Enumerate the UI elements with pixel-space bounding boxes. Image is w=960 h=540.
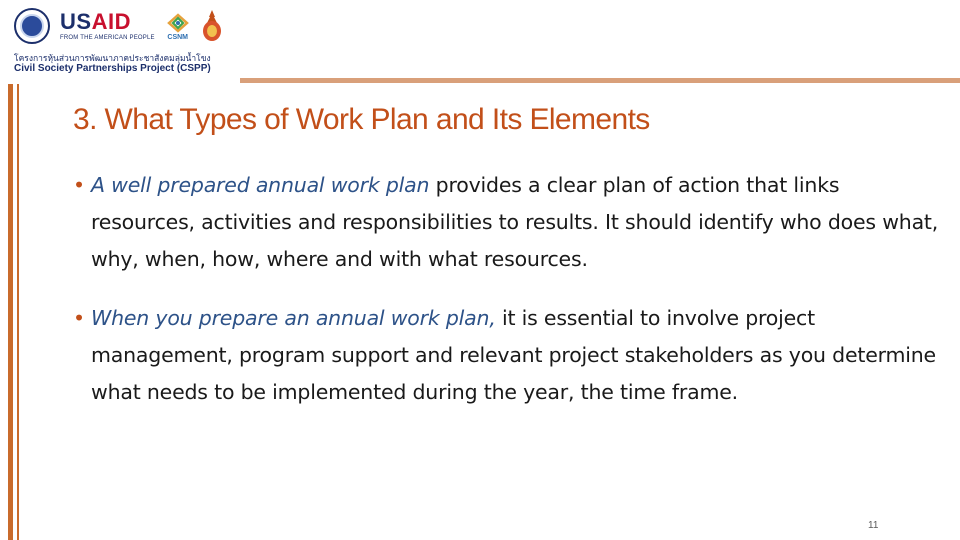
bullet-marker: •	[73, 173, 85, 197]
csnm-knot-icon	[165, 12, 191, 34]
bullet-item	[73, 167, 943, 278]
csnm-logo	[165, 12, 191, 41]
header-divider	[240, 78, 960, 83]
project-name-english: Civil Society Partnerships Project (CSPP)	[14, 63, 211, 74]
slide-title: 3. What Types of Work Plan and Its Elements	[73, 103, 650, 136]
thai-emblem-icon	[201, 9, 223, 43]
usaid-seal-icon	[14, 8, 50, 44]
logo-row	[14, 6, 223, 46]
bullet-text: it is essential to involve project management, program support and relevant project stakeholders as you determine what needs to be implemented during the year, the time frame.	[91, 306, 936, 404]
usaid-wordmark	[60, 11, 155, 33]
usaid-aid: AID	[91, 9, 131, 34]
bullet-emphasis: A well prepared annual work plan	[91, 173, 430, 197]
bullet-emphasis: When you prepare an annual work plan,	[91, 306, 496, 330]
usaid-tagline: FROM THE AMERICAN PEOPLE	[60, 35, 155, 41]
slide-header	[0, 0, 960, 80]
bullet-marker: •	[73, 306, 85, 330]
usaid-logo	[60, 11, 155, 41]
csnm-label: CSNM	[167, 33, 189, 41]
project-name-thai: โครงการหุ้นส่วนการพัฒนาภาคประชาสังคมลุ่มน้ำโขง	[14, 54, 211, 64]
bullet-list	[73, 167, 943, 433]
left-accent-bar	[8, 84, 13, 540]
page-number: 11	[868, 520, 879, 531]
bullet-item	[73, 300, 943, 411]
left-accent-line	[17, 84, 19, 540]
bullet-text: provides a clear plan of action that links resources, activities and responsibilities to results. It should identify who does what, why, when, how, where and with what resources.	[91, 173, 939, 271]
usaid-us: US	[60, 9, 92, 34]
